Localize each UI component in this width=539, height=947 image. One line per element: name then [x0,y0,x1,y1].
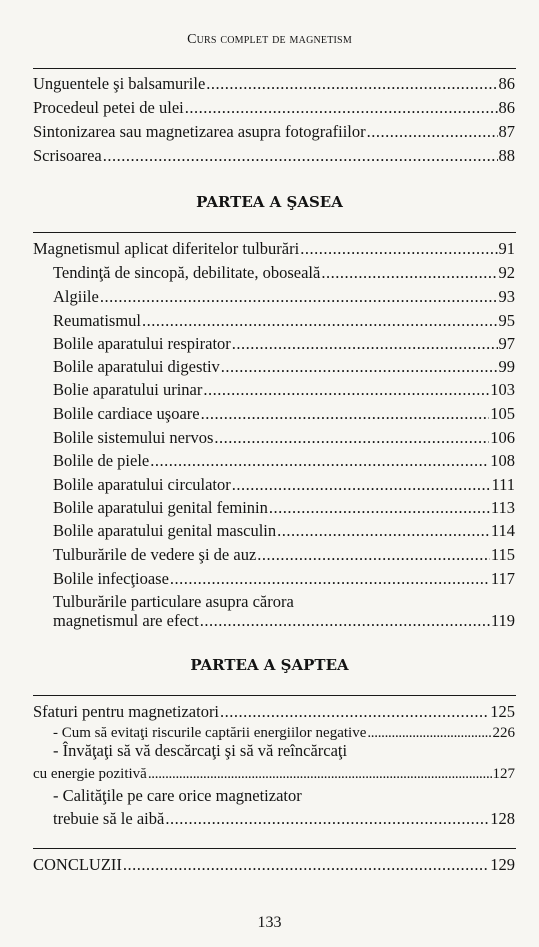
toc-entry[interactable] [33,74,515,94]
toc-entry-page: 106 [490,428,515,447]
toc-entry[interactable] [33,239,515,259]
toc-subentry[interactable] [53,334,515,354]
page-number: 133 [257,914,282,931]
toc-subentry[interactable] [53,287,515,307]
toc-subentry[interactable] [53,357,515,377]
toc-entry-page: 105 [490,404,515,423]
leader-dots [123,855,489,875]
toc-entry-conclusion[interactable] [33,855,515,875]
leader-dots [367,723,491,743]
toc-entry-title: Bolile sistemului nervos [53,428,214,447]
leader-dots [206,74,497,94]
section-heading-6: PARTEA A ŞASEA [196,193,343,211]
toc-entry-page: 99 [498,357,515,376]
leader-dots [367,122,498,142]
toc-entry-title: Bolile aparatului digestiv [53,357,220,376]
toc-entry-page: 87 [498,122,515,141]
toc-subentry-line1: - Învăţaţi să vă descărcaţi şi să vă reîncărcaţi [53,741,348,760]
leader-dots [221,357,498,377]
section-heading-7: PARTEA A ŞAPTEA [190,656,349,674]
toc-entry-page: 103 [490,380,515,399]
toc-subentry[interactable] [53,451,515,471]
toc-entry-page: 86 [498,98,515,117]
toc-entry[interactable] [33,146,515,166]
toc-subentry[interactable] [53,723,515,743]
toc-entry[interactable] [33,98,515,118]
toc-entry-page: 92 [498,263,515,282]
leader-dots [269,498,490,518]
toc-subentry[interactable] [53,611,515,631]
toc-entry-page: 226 [492,725,515,741]
leader-dots [103,146,498,166]
toc-entry-title: Scrisoarea [33,146,102,165]
toc-subentry[interactable] [53,521,515,541]
toc-entry-page: 88 [498,146,515,165]
toc-entry-title: Algiile [53,287,99,306]
toc-entry-title: Bolie aparatului urinar [53,380,203,399]
leader-dots [300,239,497,259]
section-rule [33,695,516,696]
running-header: Curs complet de magnetism [187,32,352,47]
toc-entry-title: Tendinţă de sincopă, debilitate, oboseală [53,263,321,282]
toc-entry-page: 117 [490,569,515,588]
toc-entry-page: 95 [498,311,515,330]
toc-subentry[interactable] [53,545,515,565]
toc-subentry[interactable] [53,569,515,589]
leader-dots [214,428,489,448]
leader-dots [148,764,492,784]
toc-entry-page: 97 [498,334,515,353]
toc-entry-page: 91 [498,239,515,258]
toc-entry-title: cu energie pozitivă [33,766,147,782]
leader-dots [185,98,498,118]
toc-entry-title: Tulburările de vedere şi de auz [53,545,257,564]
toc-subentry[interactable] [53,311,515,331]
toc-entry-page: 93 [498,287,515,306]
toc-entry-page: 114 [490,521,515,540]
leader-dots [170,569,490,589]
toc-entry-title: Bolile cardiace uşoare [53,404,200,423]
leader-dots [220,702,489,722]
toc-subentry[interactable] [53,404,515,424]
leader-dots [277,521,490,541]
toc-entry-title: Procedeul petei de ulei [33,98,184,117]
toc-entry-title: Unguentele şi balsamurile [33,74,206,93]
toc-entry-title: Bolile aparatului genital masculin [53,521,277,540]
toc-entry-title: Bolile aparatului circulator [53,475,231,494]
leader-dots [232,475,491,495]
toc-subentry[interactable] [53,498,515,518]
toc-entry-page: 115 [490,545,515,564]
toc-entry-page: 128 [490,809,515,828]
leader-dots [201,404,490,424]
leader-dots [257,545,490,565]
toc-subentry[interactable] [53,263,515,283]
toc-subentry[interactable] [53,380,515,400]
toc-entry-page: 119 [490,611,515,630]
leader-dots [150,451,489,471]
toc-entry-title: Magnetismul aplicat diferitelor tulburări [33,239,300,258]
toc-entry-page: 111 [491,475,515,494]
toc-entry-title: Bolile infecţioase [53,569,169,588]
leader-dots [203,380,489,400]
leader-dots [200,611,490,631]
toc-entry-page: 125 [490,702,515,721]
toc-entry-title: Bolile aparatului genital feminin [53,498,268,517]
leader-dots [100,287,498,307]
leader-dots [142,311,498,331]
toc-entry-page: 127 [492,766,515,782]
toc-subentry[interactable] [53,475,515,495]
toc-entry-title: trebuie să le aibă [53,809,165,828]
toc-entry[interactable] [33,122,515,142]
toc-entry-title: - Cum să evitaţi riscurile captării energiilor negative [53,725,367,741]
toc-entry-title: Sintonizarea sau magnetizarea asupra fotografiilor [33,122,366,141]
toc-entry-page: 108 [490,451,515,470]
toc-entry-title: Bolile aparatului respirator [53,334,231,353]
toc-entry-title: Bolile de piele [53,451,150,470]
toc-entry-page: 113 [490,498,515,517]
toc-entry-title: magnetismul are efect [53,611,199,630]
toc-subentry[interactable] [53,809,515,829]
leader-dots [321,263,497,283]
conclusion-rule [33,848,516,849]
leader-dots [165,809,489,829]
toc-entry[interactable] [33,702,515,722]
toc-subentry-line1: Tulburările particulare asupra cărora [53,592,294,611]
top-rule [33,68,516,69]
toc-entry-title: CONCLUZII [33,855,122,874]
toc-entry-title: Reumatismul [53,311,141,330]
toc-subentry-line1: - Calităţile pe care orice magnetizator [53,786,302,805]
leader-dots [232,334,498,354]
toc-entry-page: 86 [498,74,515,93]
toc-entry-page: 129 [490,855,515,874]
toc-subentry[interactable] [33,764,515,784]
toc-entry-title: Sfaturi pentru magnetizatori [33,702,220,721]
toc-subentry[interactable] [53,428,515,448]
section-rule [33,232,516,233]
